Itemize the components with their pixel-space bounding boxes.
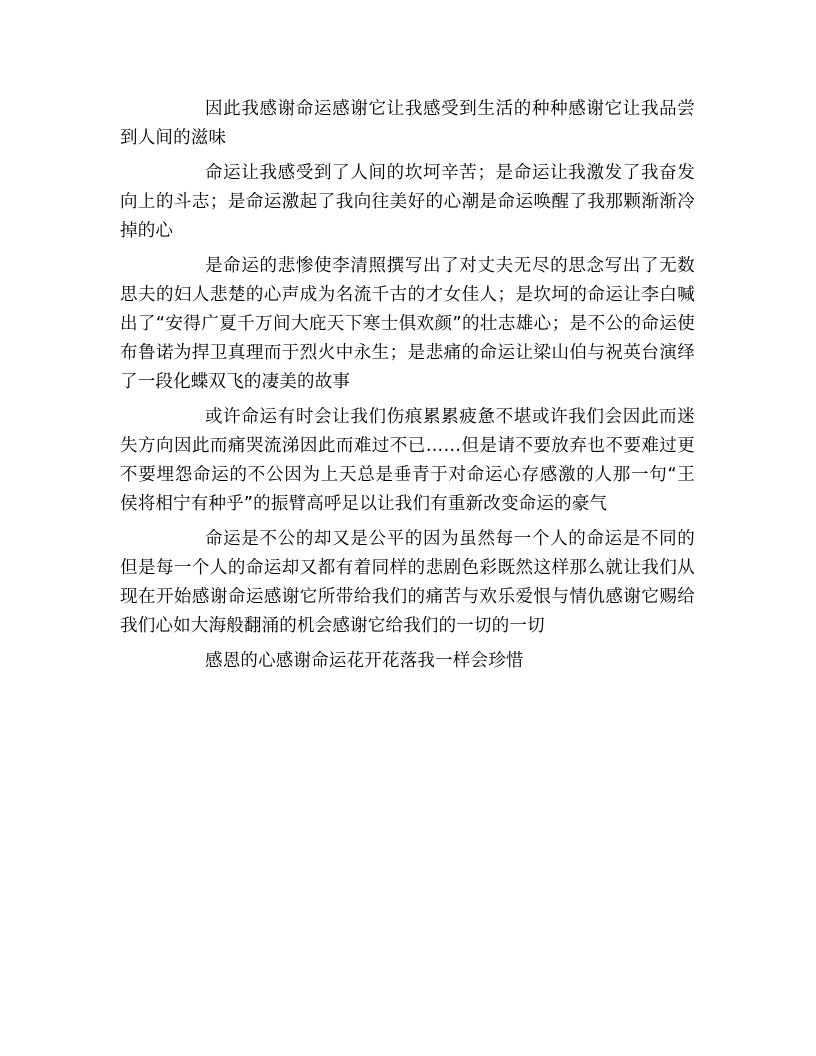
paragraph-5: 命运是不公的却又是公平的因为虽然每一个人的命运是不同的但是每一个人的命运却又都有着同样的悲剧色彩既然这样那么就让我们从现在开始感谢命运感谢它所带给我们的痛苦与欢乐爱恨与情仇感谢它赐给我们心如大海般翻涌的机会感谢它给我们的一切的一切 xyxy=(120,529,695,636)
paragraph-6: 感恩的心感谢命运花开花落我一样会珍惜 xyxy=(205,651,524,671)
paragraph-1: 因此我感谢命运感谢它让我感受到生活的种种感谢它让我品尝到人间的滋味 xyxy=(120,99,695,148)
paragraph-4: 或许命运有时会让我们伤痕累累疲惫不堪或许我们会因此而迷失方向因此而痛哭流涕因此而难过不已……但是请不要放弃也不要难过更不要埋怨命运的不公因为上天总是垂青于对命运心存感激的人那一句“王侯将相宁有种乎”的振臂高呼足以让我们有重新改变命运的豪气 xyxy=(120,407,695,514)
paragraph-3: 是命运的悲惨使李清照撰写出了对丈夫无尽的思念写出了无数思夫的妇人悲楚的心声成为名流千古的才女佳人；是坎坷的命运让李白喊出了“安得广夏千万间大庇天下寒士俱欢颜”的壮志雄心；是不公的命运使布鲁诺为捍卫真理而于烈火中永生；是悲痛的命运让梁山伯与祝英台演绎了一段化蝶双飞的凄美的故事 xyxy=(120,256,695,392)
document-body xyxy=(120,95,695,676)
paragraph-2: 命运让我感受到了人间的坎坷辛苦；是命运让我激发了我奋发向上的斗志；是命运激起了我向往美好的心潮是命运唤醒了我那颗渐渐冷掉的心 xyxy=(120,163,695,241)
